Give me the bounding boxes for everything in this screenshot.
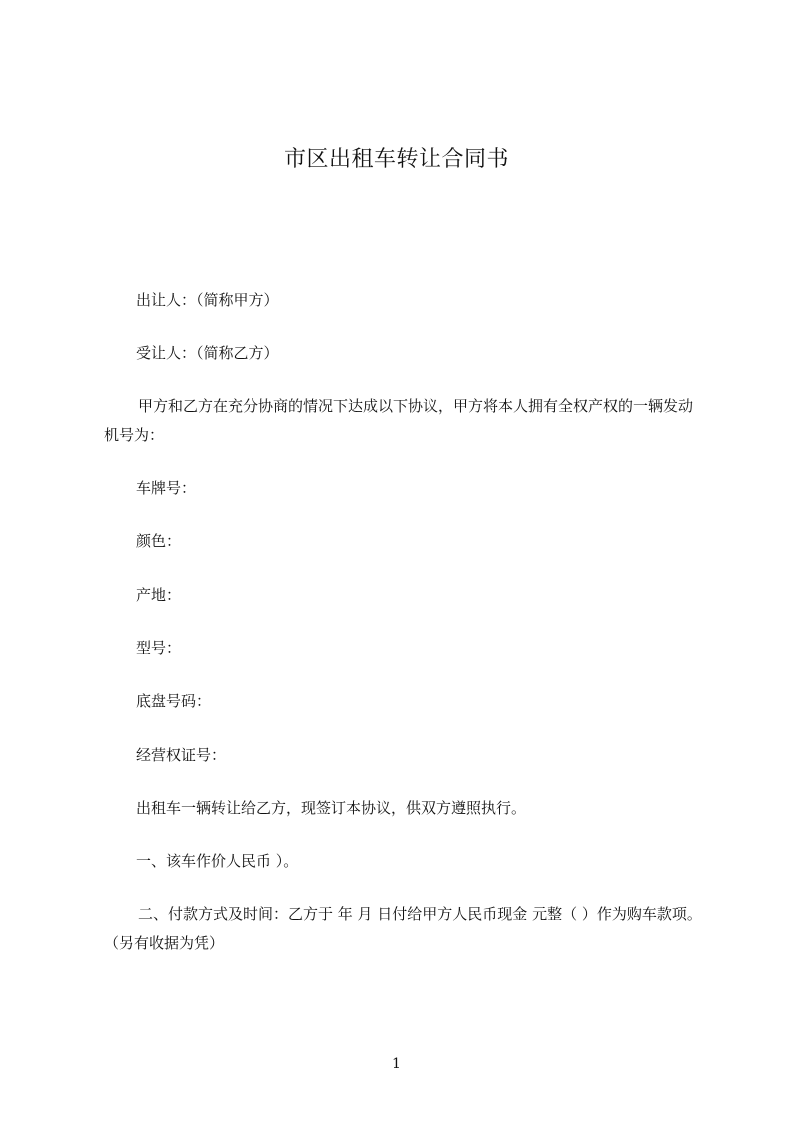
page-number: 1 bbox=[392, 1056, 401, 1072]
model-line: 型号： bbox=[136, 639, 182, 657]
agreement-intro-text: 甲方和乙方在充分协商的情况下达成以下协议，甲方将本人拥有全权产权的一辆发动机号为： bbox=[104, 397, 694, 444]
agreement-intro-paragraph bbox=[104, 392, 704, 450]
origin-line: 产地： bbox=[136, 586, 182, 604]
transferor-line: 出让人：（简称甲方） bbox=[136, 291, 279, 309]
clause-2-paragraph bbox=[104, 900, 704, 958]
document-title: 市区出租车转让合同书 bbox=[283, 147, 509, 172]
plate-number-line: 车牌号： bbox=[136, 479, 197, 497]
chassis-number-line: 底盘号码： bbox=[136, 692, 212, 710]
transfer-statement-line: 出租车一辆转让给乙方，现签订本协议，供双方遵照执行。 bbox=[136, 799, 527, 817]
license-number-line: 经营权证号： bbox=[136, 746, 227, 764]
color-line: 颜色： bbox=[136, 532, 182, 550]
clause-2-text: 二、付款方式及时间：乙方于 年 月 日付给甲方人民币现金 元整（ ）作为购车款项。（另有收据为凭） bbox=[104, 905, 702, 952]
clause-1-line: 一、该车作价人民币 ）。 bbox=[136, 852, 299, 870]
transferee-line: 受让人：（简称乙方） bbox=[136, 344, 279, 362]
